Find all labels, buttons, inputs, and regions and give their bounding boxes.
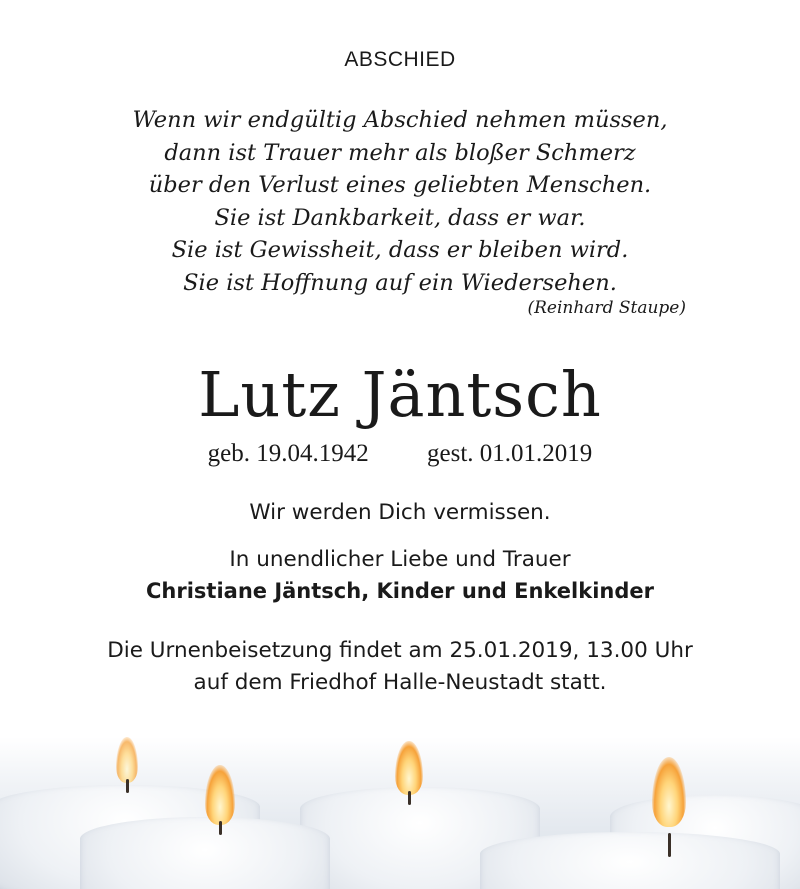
poem-line: Sie ist Dankbarkeit, dass er war.	[214, 204, 586, 231]
funeral-info-line2: auf dem Friedhof Halle-Neustadt statt.	[193, 670, 607, 695]
poem-line: Sie ist Hoffnung auf ein Wiedersehen.	[183, 269, 617, 296]
life-dates	[0, 440, 800, 468]
wick	[219, 821, 222, 835]
funeral-info-line1: Die Urnenbeisetzung findet am 25.01.2019, 13.00 Uhr	[107, 638, 693, 663]
candle	[80, 817, 330, 889]
wick	[126, 779, 129, 793]
candles-image	[0, 737, 800, 889]
farewell-message: Wir werden Dich vermissen.	[249, 500, 551, 525]
birth-date: geb. 19.04.1942	[207, 440, 369, 467]
mourners-intro: In unendlicher Liebe und Trauer	[229, 547, 571, 572]
flame-icon	[652, 757, 686, 827]
deceased-name: Lutz Jäntsch	[198, 358, 602, 431]
wick	[408, 791, 411, 805]
poem-author: (Reinhard Staupe)	[527, 298, 686, 318]
notice-heading: ABSCHIED	[344, 48, 456, 71]
candle	[480, 832, 780, 889]
flame-icon	[395, 741, 423, 795]
poem-line: Wenn wir endgültig Abschied nehmen müssen,	[132, 107, 668, 133]
flame-icon	[116, 737, 138, 783]
mourners-names: Christiane Jäntsch, Kinder und Enkelkinder	[146, 579, 654, 603]
poem-line: Sie ist Gewissheit, dass er bleiben wird.	[171, 237, 629, 263]
poem-line: dann ist Trauer mehr als bloßer Schmerz	[164, 139, 636, 166]
death-date: gest. 01.01.2019	[427, 440, 593, 467]
poem	[0, 104, 800, 299]
poem-line: über den Verlust eines geliebten Menschen.	[148, 172, 652, 198]
flame-icon	[205, 765, 235, 825]
wick	[668, 833, 671, 857]
